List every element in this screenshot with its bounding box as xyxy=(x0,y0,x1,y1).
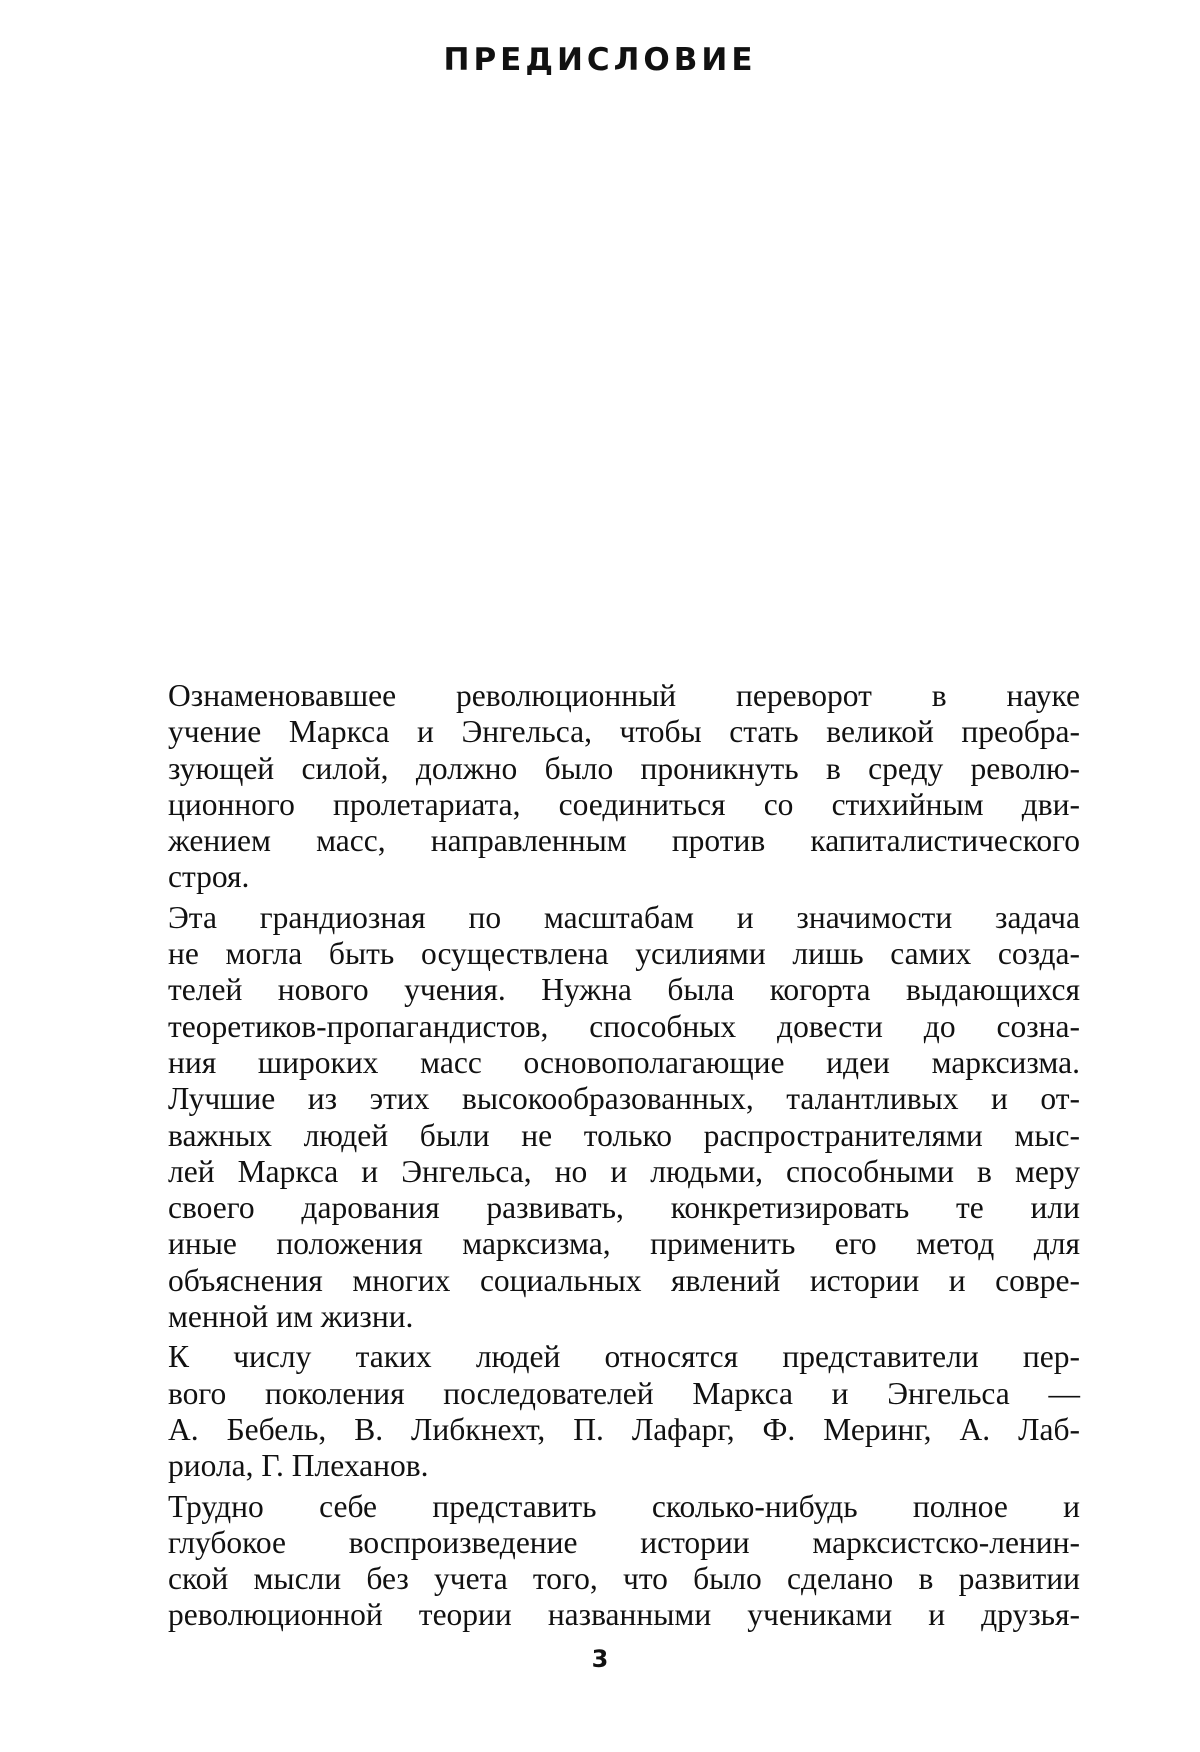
body-text xyxy=(115,678,1080,1634)
text-line: менной им жизни. xyxy=(168,1299,414,1335)
text-line: объяснения многих социальных явлений истории и совре- xyxy=(168,1262,1080,1298)
page-heading: ПРЕДИСЛОВИЕ xyxy=(443,42,757,78)
page-number: 3 xyxy=(591,1645,609,1673)
text-line: не могла быть осуществлена усилиями лишь самих созда- xyxy=(168,936,1080,972)
text-line: ционного пролетариата, соединиться со стихийным дви- xyxy=(168,786,1080,822)
text-line: учение Маркса и Энгельса, чтобы стать великой преобра- xyxy=(168,714,1080,750)
text-line: глубокое воспроизведение истории марксистско-ленин- xyxy=(168,1524,1080,1560)
text-line: своего дарования развивать, конкретизировать те или xyxy=(168,1190,1080,1226)
text-line: революционной теории названными учениками и друзья- xyxy=(168,1597,1080,1633)
paragraph xyxy=(115,1339,1080,1484)
text-line: лей Маркса и Энгельса, но и людьми, способными в меру xyxy=(168,1153,1080,1189)
text-line: риола, Г. Плеханов. xyxy=(168,1448,429,1484)
text-line: Лучшие из этих высокообразованных, талантливых и от- xyxy=(168,1081,1080,1117)
text-line: Ознаменовавшее революционный переворот в науке xyxy=(168,678,1080,713)
text-line: теоретиков-пропагандистов, способных довести до созна- xyxy=(168,1008,1080,1044)
text-line: зующей силой, должно было проникнуть в среду револю- xyxy=(168,750,1080,786)
text-line: ской мысли без учета того, что было сделано в развитии xyxy=(168,1561,1080,1597)
text-line: иные положения марксизма, применить его метод для xyxy=(168,1226,1080,1262)
text-line: Трудно себе представить сколько-нибудь полное и xyxy=(168,1488,1080,1524)
text-line: Эта грандиозная по масштабам и значимости задача xyxy=(168,899,1080,935)
text-line: К числу таких людей относятся представители пер- xyxy=(168,1339,1080,1375)
text-line: жением масс, направленным против капиталистического xyxy=(168,823,1080,859)
text-line: ния широких масс основополагающие идеи марксизма. xyxy=(168,1044,1080,1080)
paragraph xyxy=(115,900,1080,1336)
text-line: А. Бебель, В. Либкнехт, П. Лафарг, Ф. Меринг, А. Лаб- xyxy=(168,1411,1080,1447)
text-line: важных людей были не только распространителями мыс- xyxy=(168,1117,1080,1153)
text-line: телей нового учения. Нужна была когорта выдающихся xyxy=(168,972,1080,1008)
paragraph xyxy=(115,678,1080,896)
text-line: вого поколения последователей Маркса и Энгельса — xyxy=(168,1375,1080,1411)
text-line: строя. xyxy=(168,859,250,895)
paragraph xyxy=(115,1489,1080,1634)
